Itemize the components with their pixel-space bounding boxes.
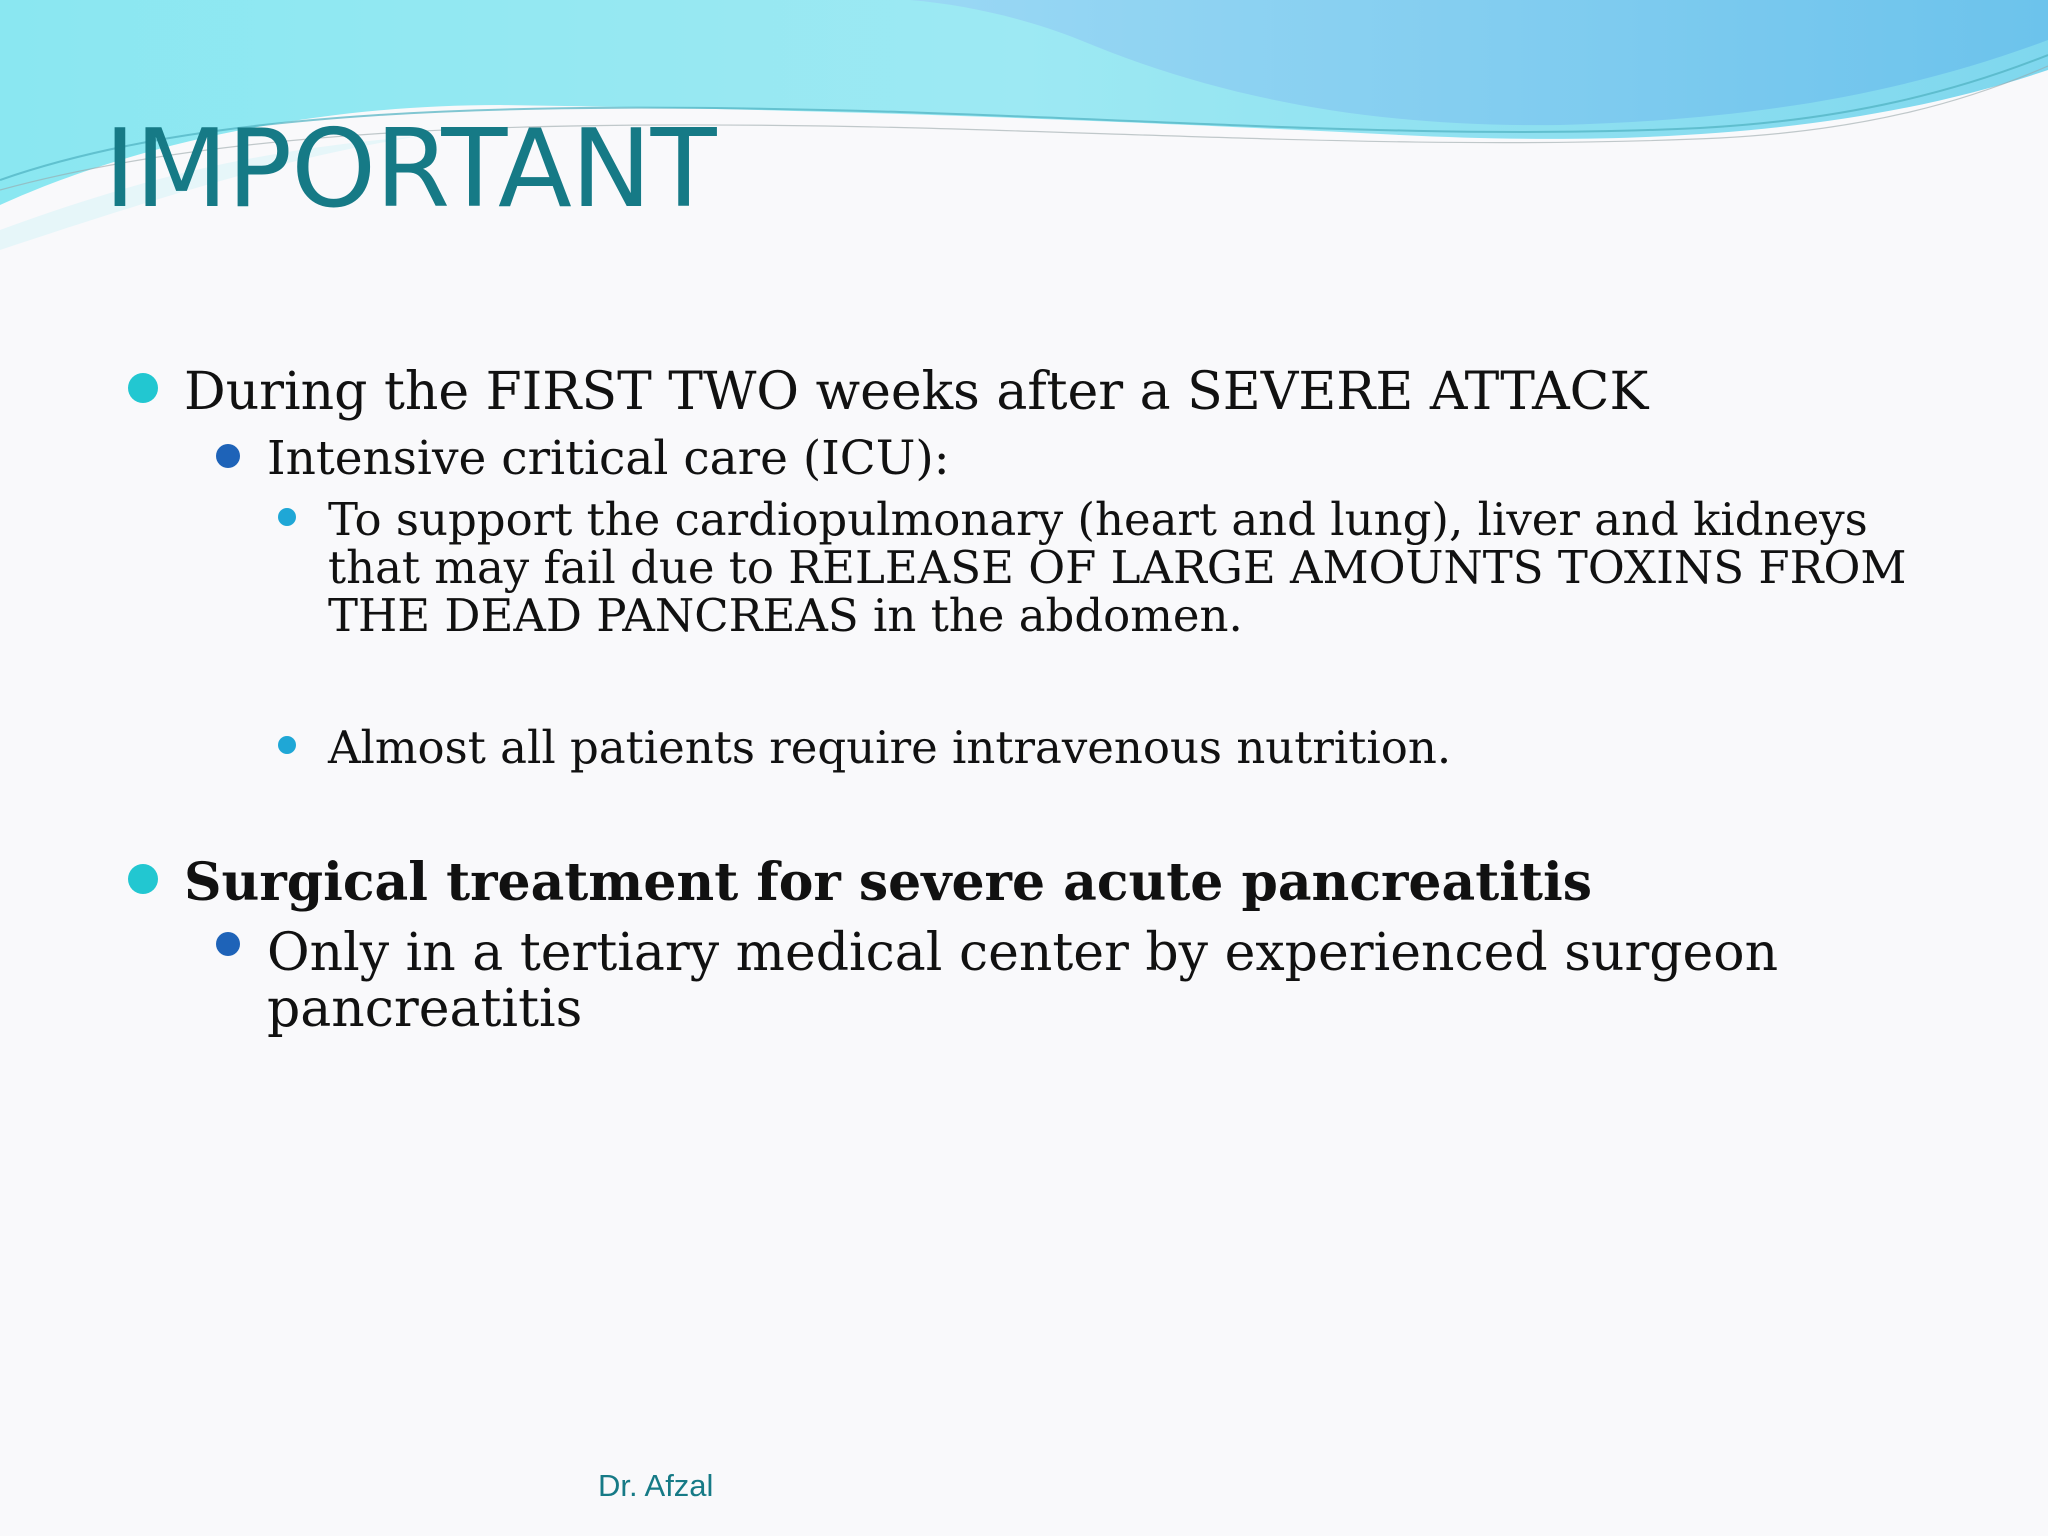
bullet-support-organs-line3: THE DEAD PANCREAS in the abdomen.: [328, 589, 1243, 642]
bullet-icu-care: Intensive critical care (ICU):: [267, 431, 950, 486]
bullet-support-organs-line1: To support the cardiopulmonary (heart and lung), liver and kidneys: [328, 493, 1868, 546]
bullet-dot-icon: [216, 444, 240, 468]
bullet-tertiary-center-line2: pancreatitis: [267, 979, 583, 1039]
bullet-iv-nutrition: Almost all patients require intravenous nutrition.: [328, 721, 1452, 774]
bullet-dot-icon: [128, 373, 158, 403]
bullet-first-two-weeks: During the FIRST TWO weeks after a SEVERE ATTACK: [184, 362, 1649, 422]
bullet-dot-icon: [128, 864, 158, 894]
bullet-tertiary-center-line1: Only in a tertiary medical center by experienced surgeon: [267, 923, 1779, 983]
bullet-dot-icon: [278, 508, 296, 526]
slide-title: IMPORTANT: [104, 107, 716, 232]
bullet-dot-icon: [216, 932, 240, 956]
bullet-support-organs-line2: that may fail due to RELEASE OF LARGE AMOUNTS TOXINS FROM: [328, 541, 1907, 594]
footer-author: Dr. Afzal: [598, 1468, 714, 1503]
bullet-dot-icon: [278, 736, 296, 754]
bullet-surgical-treatment: Surgical treatment for severe acute pancreatitis: [184, 852, 1593, 913]
